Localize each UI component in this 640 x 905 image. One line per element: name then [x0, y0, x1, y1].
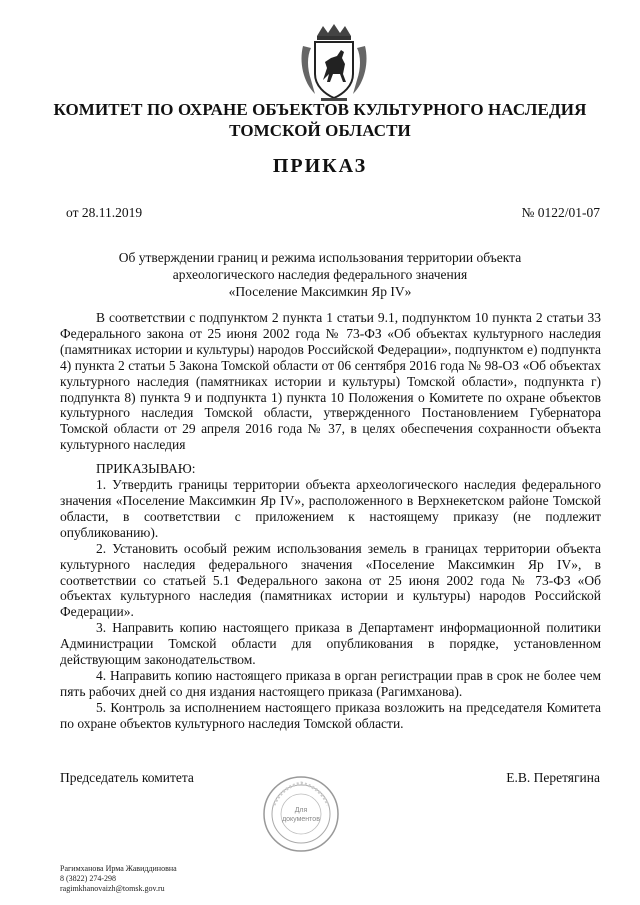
- svg-text:Для: Для: [294, 807, 308, 814]
- document-date: от 28.11.2019: [66, 205, 143, 220]
- signer-position: Председатель комитета: [60, 770, 194, 785]
- order-item: 4. Направить копию настоящего приказа в орган регистрации прав в срок не более чем пять рабочих дней со дня издания настоящего приказа (Рагимханова).: [60, 667, 601, 699]
- organization-name-line2: ТОМСКОЙ ОБЛАСТИ: [229, 121, 411, 140]
- preamble-paragraph: В соответствии с подпунктом 2 пункта 1 статьи 9.1, подпунктом 10 пункта 2 статьи 33 Федерального закона от 25 июня 2002 года № 73-ФЗ «Об объектах культурного наследия (памятниках истории и культуры) народов Российской Федерации», подпунктом е) подпункта 4) пункта 2 статьи 5 Закона Томской области от 06 сентября 2016 года № 98-ОЗ «Об объектах культурного наследия (памятниках истории и культуры) Томской области», подпункта г) подпункта 8) пункта 9 и подпункта 1) пункта 10 Положения о Комитете по охране объектов культурного наследия Томской области, утвержденного Постановлением Губернатора Томской области от 29 апреля 2016 года № 37, в целях обеспечения сохранности объекта культурного наследия: [60, 310, 601, 453]
- order-item: 5. Контроль за исполнением настоящего приказа возложить на председателя Комитета по охране объектов культурного наследия Томской области.: [60, 699, 601, 731]
- document-type-title: ПРИКАЗ: [272, 155, 368, 177]
- document-body: [60, 310, 601, 732]
- signer-name: Е.В. Перетягина: [506, 770, 600, 785]
- organization-name-line1: КОМИТЕТ ПО ОХРАНЕ ОБЪЕКТОВ КУЛЬТУРНОГО НАСЛЕДИЯ: [53, 100, 587, 119]
- subject-line: Об утверждении границ и режима использования территории объекта: [118, 250, 522, 265]
- executor-email: ragimkhanovaizh@tomsk.gov.ru: [60, 884, 165, 893]
- order-item: 1. Утвердить границы территории объекта археологического наследия федерального значения «Поселение Максимкин Яр IV», расположенного в Верхнекетском районе Томской области, в соответствии с приложением к настоящему приказу (не подлежит опубликованию).: [60, 477, 601, 540]
- order-item: 2. Установить особый режим использования земель в границах территории объекта культурного наследия федерального значения «Поселение Максимкин Яр IV», в соответствии со статьей 5.1 Федерального закона от 25 июня 2002 года № 73-ФЗ «Об объектах культурного наследия (памятниках истории и культуры) народов Российской Федерации».: [60, 540, 601, 620]
- executor-info: [60, 864, 177, 894]
- executor-phone: 8 (3822) 274-298: [60, 874, 116, 883]
- document-subject: [60, 249, 580, 300]
- svg-text:документов: документов: [282, 816, 320, 823]
- subject-line: археологического наследия федерального значения: [172, 267, 468, 282]
- document-number: № 0122/01-07: [521, 205, 600, 220]
- coat-of-arms-icon: [297, 22, 371, 104]
- executor-name: Рагимханова Ирма Жавиддиновна: [60, 864, 177, 873]
- order-word: ПРИКАЗЫВАЮ:: [96, 461, 196, 477]
- subject-line: «Поселение Максимкин Яр IV»: [228, 284, 412, 299]
- order-item: 3. Направить копию настоящего приказа в Департамент информационной политики Администрации Томской области для опубликования в порядке, установленном действующим законодательством.: [60, 620, 601, 668]
- stamp-seal-icon: [262, 775, 340, 853]
